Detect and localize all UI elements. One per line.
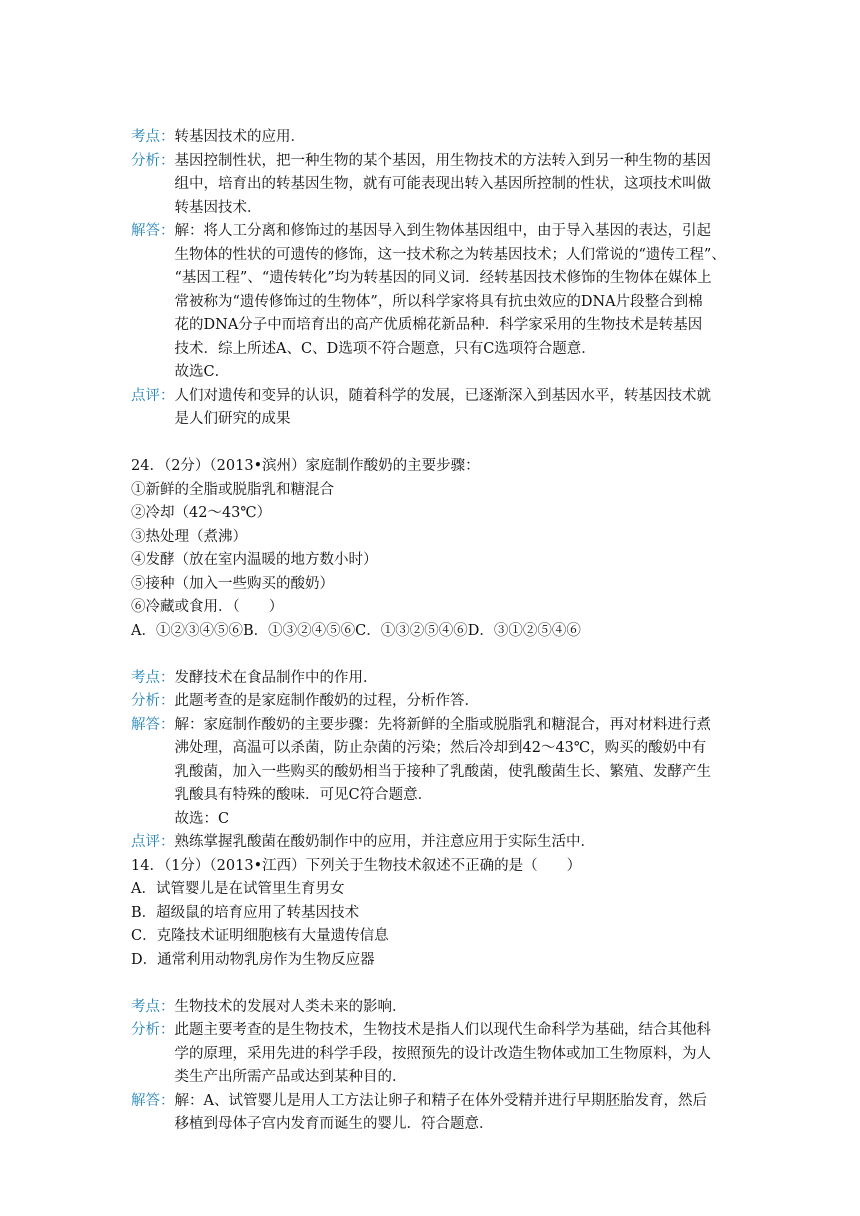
jieda-row <box>131 714 731 832</box>
fenxi-line: 基因控制性状，把一种生物的某个基因，用生物技术的方法转入到另一种生物的基因 <box>174 152 711 169</box>
spacer <box>131 643 731 667</box>
jieda-line: 故选C． <box>174 364 230 380</box>
dianping-label: 点评： <box>131 387 175 404</box>
kaodian-text: 生物技术的发展对人类未来的影响． <box>174 998 407 1015</box>
jieda-label: 解答： <box>131 716 175 733</box>
document-page <box>131 126 731 1137</box>
kaodian-label: 考点： <box>131 129 175 145</box>
dianping-line: 是人们研究的成果 <box>174 411 291 427</box>
dianping-row <box>131 385 731 432</box>
kaodian-text: 转基因技术的应用． <box>174 129 305 145</box>
jieda-line: 移植到母体子宫内发育而诞生的婴儿．符合题意． <box>174 1116 494 1132</box>
spacer <box>131 972 731 996</box>
jieda-line: 花的DNA分子中而培育出的高产优质棉花新品种．科学家采用的生物技术是转基因 <box>174 317 703 333</box>
fenxi-row <box>131 150 731 221</box>
fenxi-line: 学的原理，采用先进的科学手段，按照预先的设计改造生物体或加工生物原料，为人 <box>174 1045 711 1062</box>
option-item: D．通常利用动物乳房作为生物反应器 <box>131 951 375 968</box>
step-item: ⑥冷藏或食用．（ ） <box>131 599 284 615</box>
fenxi-line: 此题主要考查的是生物技术，生物技术是指人们以现代生命科学为基础，结合其他科 <box>174 1022 711 1038</box>
jieda-line: 沸处理，高温可以杀菌，防止杂菌的污染；然后冷却到42～43℃，购买的酸奶中有 <box>174 740 707 756</box>
kaodian-label: 考点： <box>131 669 175 686</box>
fenxi-label: 分析： <box>131 1022 175 1038</box>
answer-options: A．①②③④⑤⑥B．①③②④⑤⑥C．①③②⑤④⑥D．③①②⑤④⑥ <box>131 622 581 639</box>
fenxi-label: 分析： <box>131 693 175 709</box>
fenxi-line: 此题考查的是家庭制作酸奶的过程，分析作答． <box>174 693 479 709</box>
jieda-label: 解答： <box>131 223 175 239</box>
kaodian-row <box>131 667 731 691</box>
question-stem: 14．（1分）（2013•江西）下列关于生物技术叙述不正确的是（ ） <box>131 857 582 874</box>
jieda-row <box>131 1090 731 1137</box>
kaodian-row <box>131 126 731 150</box>
jieda-line: 技术．综上所述A、C、D选项不符合题意，只有C选项符合题意． <box>174 340 596 357</box>
kaodian-row <box>131 996 731 1020</box>
jieda-label: 解答： <box>131 1092 175 1109</box>
jieda-line: 常被称为“遗传修饰过的生物体”，所以科学家将具有抗虫效应的DNA片段整合到棉 <box>174 293 703 310</box>
dianping-row <box>131 831 731 855</box>
step-item: ③热处理（煮沸） <box>131 528 247 545</box>
jieda-line: 解：家庭制作酸奶的主要步骤：先将新鲜的全脂或脱脂乳和糖混合，再对材料进行煮 <box>174 716 711 733</box>
jieda-line: 解：A、试管婴儿是用人工方法让卵子和精子在体外受精并进行早期胚胎发育，然后 <box>174 1092 707 1109</box>
jieda-line: 故选：C <box>174 810 230 827</box>
jieda-line: 生物体的性状的可遗传的修饰，这一技术称之为转基因技术；人们常说的“遗传工程”、 <box>174 246 726 263</box>
dianping-line: 熟练掌握乳酸菌在酸奶制作中的应用，并注意应用于实际生活中． <box>174 834 595 850</box>
step-item: ④发酵（放在室内温暖的地方数小时） <box>131 552 378 568</box>
step-item: ②冷却（42～43℃） <box>131 505 272 521</box>
fenxi-line: 组中，培育出的转基因生物，就有可能表现出转入基因所控制的性状，这项技术叫做 <box>174 176 711 192</box>
fenxi-row <box>131 1019 731 1090</box>
question-stem: 24．（2分）（2013•滨州）家庭制作酸奶的主要步骤： <box>131 458 480 474</box>
fenxi-line: 类生产出所需产品或达到某种目的． <box>174 1069 407 1085</box>
kaodian-label: 考点： <box>131 998 175 1015</box>
jieda-row <box>131 220 731 385</box>
option-item: C．克隆技术证明细胞核有大量遗传信息 <box>131 928 389 944</box>
kaodian-text: 发酵技术在食品制作中的作用． <box>174 669 378 686</box>
step-item: ①新鲜的全脂或脱脂乳和糖混合 <box>131 481 334 498</box>
option-item: A．试管婴儿是在试管里生育男女 <box>131 881 345 897</box>
jieda-line: “基因工程”、“遗传转化”均为转基因的同义词．经转基因技术修饰的生物体在媒体上 <box>174 270 712 286</box>
fenxi-line: 转基因技术． <box>174 199 262 216</box>
jieda-line: 乳酸菌，加入一些购买的酸奶相当于接种了乳酸菌，使乳酸菌生长、繁殖、发酵产生 <box>174 763 711 780</box>
jieda-line: 乳酸具有特殊的酸味．可见C符合题意． <box>174 787 433 803</box>
option-item: B．超级鼠的培育应用了转基因技术 <box>131 904 360 921</box>
dianping-line: 人们对遗传和变异的认识，随着科学的发展，已逐渐深入到基因水平，转基因技术就 <box>174 387 711 404</box>
step-item: ⑤接种（加入一些购买的酸奶） <box>131 575 334 592</box>
jieda-line: 解：将人工分离和修饰过的基因导入到生物体基因组中，由于导入基因的表达，引起 <box>174 223 711 239</box>
dianping-label: 点评： <box>131 834 175 850</box>
fenxi-row <box>131 690 731 714</box>
fenxi-label: 分析： <box>131 152 175 169</box>
spacer <box>131 432 731 456</box>
